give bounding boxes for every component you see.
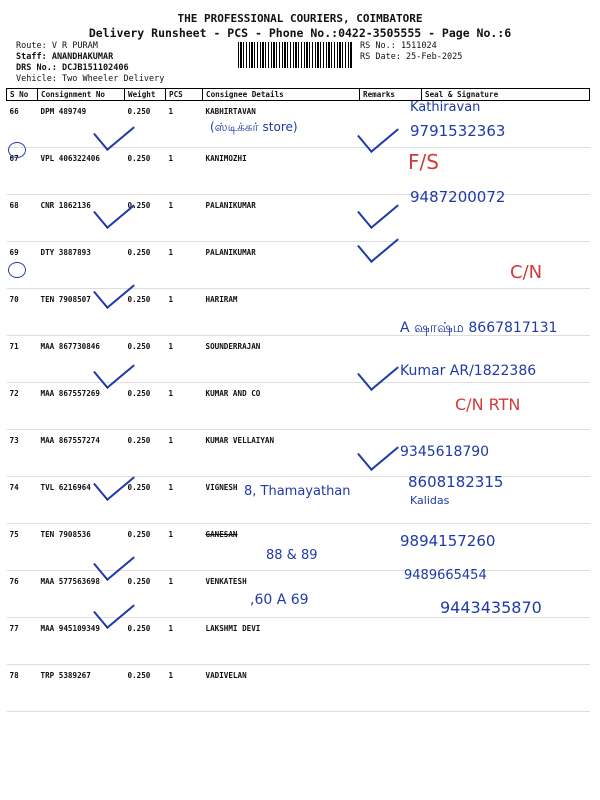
cell-weight: 0.250 <box>125 101 166 148</box>
cell-weight: 0.250 <box>125 289 166 336</box>
cell-consignee: VIGNESH <box>203 477 360 524</box>
col-consignment: Consignment No <box>38 89 125 101</box>
cell-pcs: 1 <box>166 430 203 477</box>
hw-r77-note: 88 & 89 <box>266 548 318 563</box>
cell-consignee: SOUNDERRAJAN <box>203 336 360 383</box>
table-row <box>7 665 590 712</box>
cell-weight: 0.250 <box>125 477 166 524</box>
hw-r73-mark: C/N RTN <box>455 395 521 414</box>
cell-sno: 68 <box>7 195 38 242</box>
cell-consignment: DTY 3887893 <box>38 242 125 289</box>
cell-weight: 0.250 <box>125 618 166 665</box>
hw-r75-phone: 8608182315 <box>408 473 504 491</box>
cell-consignment: MAA 577563698 <box>38 571 125 618</box>
cell-sno: 78 <box>7 665 38 712</box>
hw-r75-note: 8, Thamayathan <box>244 484 351 499</box>
col-remarks: Remarks <box>360 89 422 101</box>
hw-r75-sig: Kalidas <box>410 494 450 507</box>
hw-r74-phone: 9345618790 <box>400 444 490 460</box>
col-weight: Weight <box>125 89 166 101</box>
cell-consignment: MAA 867557274 <box>38 430 125 477</box>
cell-pcs: 1 <box>166 242 203 289</box>
cell-sno: 72 <box>7 383 38 430</box>
cell-consignee: VENKATESH <box>203 571 360 618</box>
cell-consignment: MAA 945109349 <box>38 618 125 665</box>
cell-weight: 0.250 <box>125 430 166 477</box>
hw-r72-sig: Kumar AR/1822386 <box>400 363 537 379</box>
cell-remarks <box>360 665 422 712</box>
cell-pcs: 1 <box>166 618 203 665</box>
cell-pcs: 1 <box>166 383 203 430</box>
rs-date: RS Date: 25-Feb-2025 <box>360 52 463 62</box>
runsheet-subtitle: Delivery Runsheet - PCS - Phone No.:0422-3505555 - Page No.:6 <box>88 26 512 40</box>
cell-pcs: 1 <box>166 101 203 148</box>
col-consignee: Consignee Details <box>203 89 360 101</box>
hw-r77-phone: 9489665454 <box>404 568 487 583</box>
cell-pcs: 1 <box>166 665 203 712</box>
drs-label: DRS No.: DCJB151102406 <box>16 63 129 73</box>
table-header-row <box>7 89 590 101</box>
cell-pcs: 1 <box>166 571 203 618</box>
cell-consignee: KUMAR VELLAIYAN <box>203 430 360 477</box>
cell-consignee: PALANIKUMAR <box>203 195 360 242</box>
cell-weight: 0.250 <box>125 665 166 712</box>
hw-r66-note: (ஸ்டிக்கர் store) <box>210 120 298 134</box>
col-signature: Seal & Signature <box>422 89 590 101</box>
staff-label: Staff: ANANDHAKUMAR <box>16 52 114 62</box>
cell-consignee: KUMAR AND CO <box>203 383 360 430</box>
cell-sno: 70 <box>7 289 38 336</box>
hw-r71-sig: A ஷாஷ்ம 8667817131 <box>400 320 558 336</box>
cell-consignment: TRP 5389267 <box>38 665 125 712</box>
company-title: THE PROFESSIONAL COURIERS, COIMBATORE <box>177 12 423 25</box>
col-sno: S No <box>7 89 38 101</box>
col-pcs: PCS <box>166 89 203 101</box>
cell-pcs: 1 <box>166 477 203 524</box>
cell-consignment: TVL 6216964 <box>38 477 125 524</box>
cell-consignment: CNR 1862136 <box>38 195 125 242</box>
cell-signature <box>422 665 590 712</box>
circle-mark-67 <box>8 142 26 158</box>
cell-weight: 0.250 <box>125 195 166 242</box>
cell-consignee: GANESAN <box>203 524 360 571</box>
vehicle-label: Vehicle: Two Wheeler Delivery <box>16 74 165 84</box>
cell-consignee: KABHIRTAVAN <box>203 101 360 148</box>
cell-sno: 74 <box>7 477 38 524</box>
table-row <box>7 242 590 289</box>
cell-signature <box>422 242 590 289</box>
cell-consignment: VPL 406322406 <box>38 148 125 195</box>
cell-pcs: 1 <box>166 289 203 336</box>
cell-remarks <box>360 383 422 430</box>
table-row <box>7 618 590 665</box>
hw-r70-mark: C/N <box>510 262 543 283</box>
cell-consignment: DPM 489749 <box>38 101 125 148</box>
cell-sno: 75 <box>7 524 38 571</box>
cell-consignment: TEN 7908507 <box>38 289 125 336</box>
table-row <box>7 430 590 477</box>
cell-consignee: LAKSHMI DEVI <box>203 618 360 665</box>
hw-r78-note: ,60 A 69 <box>250 592 309 608</box>
hw-r66-phone: 9791532363 <box>410 122 506 140</box>
hw-r66-name: Kathiravan <box>410 100 481 115</box>
cell-weight: 0.250 <box>125 571 166 618</box>
cell-sno: 77 <box>7 618 38 665</box>
circle-mark-70 <box>8 262 26 278</box>
cell-weight: 0.250 <box>125 242 166 289</box>
hw-r68-phone: 9487200072 <box>410 188 506 206</box>
hw-r67-mark: F/S <box>408 150 439 174</box>
hw-r78-phone: 9443435870 <box>440 598 542 617</box>
cell-weight: 0.250 <box>125 524 166 571</box>
cell-sno: 67 <box>7 148 38 195</box>
cell-pcs: 1 <box>166 524 203 571</box>
cell-sno: 69 <box>7 242 38 289</box>
cell-consignee: KANIMOZHI <box>203 148 360 195</box>
hw-r76-phone: 9894157260 <box>400 532 496 550</box>
cell-consignment: MAA 867730846 <box>38 336 125 383</box>
cell-pcs: 1 <box>166 195 203 242</box>
cell-weight: 0.250 <box>125 383 166 430</box>
cell-consignment: MAA 867557269 <box>38 383 125 430</box>
cell-sno: 66 <box>7 101 38 148</box>
cell-remarks <box>360 618 422 665</box>
cell-consignee: HARIRAM <box>203 289 360 336</box>
cell-weight: 0.250 <box>125 336 166 383</box>
cell-pcs: 1 <box>166 148 203 195</box>
cell-consignment: TEN 7908536 <box>38 524 125 571</box>
cell-consignee: VADIVELAN <box>203 665 360 712</box>
cell-pcs: 1 <box>166 336 203 383</box>
cell-signature <box>422 618 590 665</box>
rs-number: RS No.: 1511024 <box>360 41 437 51</box>
route-label: Route: V R PURAM <box>16 41 98 51</box>
cell-sno: 76 <box>7 571 38 618</box>
cell-sno: 71 <box>7 336 38 383</box>
cell-sno: 73 <box>7 430 38 477</box>
cell-consignee: PALANIKUMAR <box>203 242 360 289</box>
barcode <box>238 42 352 68</box>
cell-weight: 0.250 <box>125 148 166 195</box>
